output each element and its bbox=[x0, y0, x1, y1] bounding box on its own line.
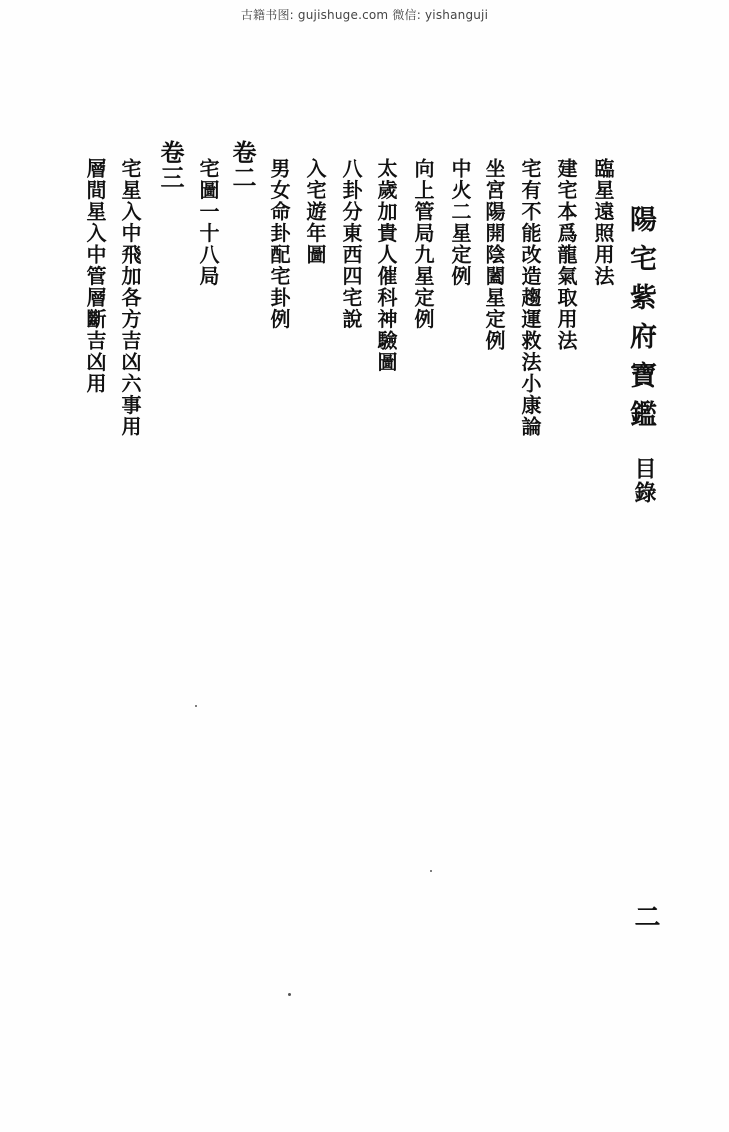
page-number: 二 bbox=[630, 903, 660, 929]
scan-speck bbox=[430, 870, 432, 872]
volume-heading: 卷二 bbox=[228, 140, 257, 190]
toc-entry: 宅星入中飛加各方吉凶六事用 bbox=[118, 158, 142, 438]
book-title: 陽宅紫府寶鑑 bbox=[625, 205, 656, 439]
toc-entry: 坐宮陽開陰闔星定例 bbox=[482, 158, 506, 352]
toc-entry: 八卦分東西四宅說 bbox=[339, 158, 363, 330]
volume-heading: 卷三 bbox=[156, 140, 185, 190]
toc-entry: 中火二星定例 bbox=[448, 158, 472, 287]
toc-entry: 臨星遠照用法 bbox=[591, 158, 615, 287]
scan-speck bbox=[195, 705, 197, 707]
toc-entry: 建宅本爲龍氣取用法 bbox=[554, 158, 578, 352]
toc-entry: 層間星入中管層斷吉凶用 bbox=[83, 158, 107, 395]
toc-entry: 入宅遊年圖 bbox=[303, 158, 327, 266]
scan-speck bbox=[288, 993, 291, 996]
toc-entry: 男女命卦配宅卦例 bbox=[267, 158, 291, 330]
toc-entry: 向上管局九星定例 bbox=[411, 158, 435, 330]
toc-entry: 宅圖一十八局 bbox=[196, 158, 220, 287]
toc-entry: 太歲加貴人催科神驗圖 bbox=[374, 158, 398, 373]
toc-entry: 宅有不能改造趨運救法小康論 bbox=[518, 158, 542, 438]
section-title: 目錄 bbox=[631, 457, 657, 505]
watermark-text: 古籍书图: gujishuge.com 微信: yishanguji bbox=[240, 8, 489, 22]
